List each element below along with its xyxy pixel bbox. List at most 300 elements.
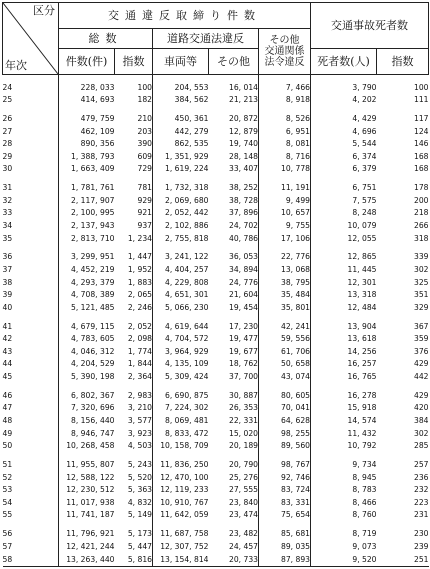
related-cell: 75, 654 <box>259 509 311 522</box>
death-count-cell: 8, 248 <box>352 208 377 218</box>
table-row <box>3 138 429 151</box>
death-index-cell: 218 <box>414 208 429 218</box>
death-index-cell: 318 <box>414 233 429 243</box>
table-row <box>3 125 429 138</box>
index-cell: 5, 520 <box>115 471 153 484</box>
death-count-cell: 8, 783 <box>352 485 377 495</box>
count-cell: 890, 356 <box>80 139 115 149</box>
vehicle-cell: 7, 224, 302 <box>165 403 209 413</box>
death-index-cell: 302 <box>414 265 429 275</box>
vehicle-cell: 384, 562 <box>174 95 209 105</box>
index-cell: 2, 098 <box>115 333 153 346</box>
table-row <box>3 207 429 220</box>
death-index-cell: 329 <box>414 302 429 312</box>
related-cell: 98, 767 <box>259 459 311 472</box>
index-cell: 1, 883 <box>115 276 153 289</box>
index-cell: 5, 173 <box>115 528 153 541</box>
table-row <box>3 163 429 176</box>
table-row <box>3 264 429 277</box>
index-cell: 182 <box>115 94 153 107</box>
other-cell: 34, 894 <box>209 264 259 277</box>
other-cell: 19, 740 <box>209 138 259 151</box>
year-cell: 24 <box>3 81 59 94</box>
count-cell: 8, 946, 747 <box>71 428 115 438</box>
death-count-cell: 4, 696 <box>352 126 377 136</box>
index-cell: 210 <box>115 113 153 126</box>
year-cell: 51 <box>3 459 59 472</box>
related-cell: 98, 255 <box>259 427 311 440</box>
death-index-cell: 429 <box>414 390 429 400</box>
death-count-cell: 9, 734 <box>352 459 377 469</box>
vehicle-cell: 10, 910, 767 <box>160 497 209 507</box>
count-cell: 11, 741, 187 <box>66 510 115 520</box>
other-cell: 36, 053 <box>209 251 259 264</box>
vehicle-cell: 5, 309, 424 <box>165 371 209 381</box>
vehicle-cell: 13, 154, 814 <box>153 553 209 566</box>
death-count-cell: 7, 575 <box>352 195 377 205</box>
index-cell: 2, 983 <box>115 390 153 403</box>
death-index-cell: 223 <box>414 497 429 507</box>
vehicle-cell: 3, 964, 929 <box>165 346 209 356</box>
year-cell: 40 <box>3 302 59 315</box>
header-violations: 交通違反取締り件数 <box>59 3 311 29</box>
header-vehicles: 車両等 <box>153 49 209 75</box>
index-cell: 5, 243 <box>115 459 153 472</box>
table-row <box>3 553 429 566</box>
death-index-cell: 429 <box>414 359 429 369</box>
related-cell: 35, 801 <box>259 302 311 315</box>
other-cell: 20, 733 <box>209 553 259 566</box>
index-cell: 2, 052 <box>115 320 153 333</box>
related-cell: 7, 466 <box>259 81 311 94</box>
death-index-cell: 257 <box>414 459 429 469</box>
corner-category-label: 区分 <box>33 4 55 17</box>
year-cell: 33 <box>3 207 59 220</box>
table-row <box>3 276 429 289</box>
related-cell: 9, 755 <box>259 220 311 233</box>
table-row <box>3 151 429 164</box>
index-cell: 609 <box>115 151 153 164</box>
count-cell: 4, 679, 115 <box>71 321 115 331</box>
related-cell: 13, 068 <box>259 264 311 277</box>
year-cell: 58 <box>3 553 59 566</box>
death-count-cell: 8, 760 <box>352 510 377 520</box>
table-row <box>3 289 429 302</box>
vehicle-cell: 8, 069, 481 <box>165 415 209 425</box>
count-cell: 2, 100, 995 <box>71 208 115 218</box>
year-cell: 54 <box>3 496 59 509</box>
death-index-cell: 367 <box>414 321 429 331</box>
related-cell: 43, 074 <box>259 371 311 384</box>
index-cell: 5, 363 <box>115 484 153 497</box>
other-cell: 28, 148 <box>209 151 259 164</box>
count-cell: 4, 708, 389 <box>71 290 115 300</box>
count-cell: 4, 204, 529 <box>71 359 115 369</box>
year-cell: 28 <box>3 138 59 151</box>
vehicle-cell: 442, 279 <box>174 126 209 136</box>
death-index-cell: 239 <box>414 541 429 551</box>
vehicle-cell: 1, 732, 318 <box>165 183 209 193</box>
header-death-count: 死者数(人) <box>311 49 377 75</box>
related-cell: 87, 893 <box>259 553 311 566</box>
death-count-cell: 12, 055 <box>347 233 377 243</box>
death-count-cell: 4, 429 <box>352 114 377 124</box>
other-cell: 12, 879 <box>209 125 259 138</box>
count-cell: 228, 033 <box>80 82 115 92</box>
other-cell: 24, 457 <box>209 540 259 553</box>
related-cell: 89, 035 <box>259 540 311 553</box>
death-count-cell: 12, 301 <box>347 277 377 287</box>
death-index-cell: 117 <box>414 114 429 124</box>
index-cell: 3, 577 <box>115 415 153 428</box>
related-cell: 70, 041 <box>259 402 311 415</box>
related-cell: 9, 499 <box>259 195 311 208</box>
index-cell: 390 <box>115 138 153 151</box>
header-death-index: 指数 <box>377 49 429 75</box>
vehicle-cell: 2, 102, 886 <box>165 221 209 231</box>
year-cell: 53 <box>3 484 59 497</box>
corner-year-label: 年次 <box>5 59 27 72</box>
vehicle-cell: 450, 361 <box>174 114 209 124</box>
index-cell: 937 <box>115 220 153 233</box>
death-index-cell: 111 <box>414 95 429 105</box>
year-cell: 45 <box>3 371 59 384</box>
year-cell: 29 <box>3 151 59 164</box>
related-cell: 11, 191 <box>259 182 311 195</box>
count-cell: 4, 783, 605 <box>71 334 115 344</box>
other-cell: 26, 353 <box>209 402 259 415</box>
year-cell: 35 <box>3 232 59 245</box>
count-cell: 2, 137, 943 <box>71 221 115 231</box>
vehicle-cell: 8, 833, 472 <box>165 428 209 438</box>
table-row <box>3 302 429 315</box>
table-row <box>3 528 429 541</box>
related-cell: 10, 778 <box>259 163 311 176</box>
index-cell: 929 <box>115 195 153 208</box>
death-count-cell: 5, 544 <box>352 139 377 149</box>
death-count-cell: 6, 374 <box>352 151 377 161</box>
death-count-cell: 14, 256 <box>347 346 377 356</box>
death-index-cell: 100 <box>414 82 429 92</box>
vehicle-cell: 10, 158, 709 <box>160 441 209 451</box>
related-cell: 83, 724 <box>259 484 311 497</box>
year-cell: 37 <box>3 264 59 277</box>
index-cell: 2, 364 <box>115 371 153 384</box>
vehicle-cell: 4, 704, 572 <box>165 334 209 344</box>
count-cell: 11, 796, 921 <box>66 529 115 539</box>
other-cell: 15, 020 <box>209 427 259 440</box>
table-row <box>3 496 429 509</box>
death-index-cell: 168 <box>414 151 429 161</box>
index-cell: 781 <box>115 182 153 195</box>
vehicle-cell: 5, 066, 230 <box>165 302 209 312</box>
table-row <box>3 371 429 384</box>
death-index-cell: 384 <box>414 415 429 425</box>
death-count-cell: 8, 945 <box>352 472 377 482</box>
death-index-cell: 178 <box>414 183 429 193</box>
table-row <box>3 402 429 415</box>
related-cell: 6, 951 <box>259 125 311 138</box>
death-count-cell: 6, 379 <box>352 164 377 174</box>
index-cell: 729 <box>115 163 153 176</box>
death-count-cell: 4, 202 <box>352 95 377 105</box>
related-cell: 89, 560 <box>259 440 311 453</box>
year-cell: 34 <box>3 220 59 233</box>
vehicle-cell: 11, 836, 250 <box>160 459 209 469</box>
vehicle-cell: 4, 619, 644 <box>165 321 209 331</box>
related-cell: 59, 556 <box>259 333 311 346</box>
related-cell: 35, 484 <box>259 289 311 302</box>
header-index: 指数 <box>115 49 153 75</box>
year-cell: 55 <box>3 509 59 522</box>
related-cell: 80, 605 <box>259 390 311 403</box>
index-cell: 3, 210 <box>115 402 153 415</box>
other-cell: 27, 555 <box>209 484 259 497</box>
vehicle-cell: 12, 307, 752 <box>160 541 209 551</box>
death-count-cell: 9, 520 <box>311 553 377 566</box>
death-index-cell: 351 <box>414 290 429 300</box>
death-count-cell: 3, 790 <box>352 82 377 92</box>
table-body <box>3 75 429 567</box>
header-other-related-line1: その他 <box>269 35 300 46</box>
count-cell: 11, 017, 938 <box>66 497 115 507</box>
header-other: その他 <box>209 49 259 75</box>
table-row <box>3 320 429 333</box>
count-cell: 1, 388, 793 <box>71 151 115 161</box>
table-row <box>3 484 429 497</box>
header-count: 件数(件) <box>59 49 115 75</box>
count-cell: 10, 268, 458 <box>66 441 115 451</box>
count-cell: 12, 588, 122 <box>66 472 115 482</box>
other-cell: 38, 252 <box>209 182 259 195</box>
header-other-related <box>259 29 311 75</box>
table-row <box>3 471 429 484</box>
death-count-cell: 12, 865 <box>347 252 377 262</box>
year-cell: 56 <box>3 528 59 541</box>
death-index-cell: 359 <box>414 334 429 344</box>
year-cell: 48 <box>3 415 59 428</box>
table-row <box>3 415 429 428</box>
year-cell: 30 <box>3 163 59 176</box>
other-cell: 17, 230 <box>209 320 259 333</box>
related-cell: 64, 628 <box>259 415 311 428</box>
count-cell: 2, 813, 710 <box>71 233 115 243</box>
vehicle-cell: 4, 404, 257 <box>165 265 209 275</box>
count-cell: 8, 156, 440 <box>71 415 115 425</box>
other-cell: 18, 762 <box>209 358 259 371</box>
related-cell: 10, 657 <box>259 207 311 220</box>
table-row <box>3 220 429 233</box>
count-cell: 12, 230, 512 <box>66 485 115 495</box>
year-cell: 41 <box>3 320 59 333</box>
table-row <box>3 182 429 195</box>
other-cell: 37, 896 <box>209 207 259 220</box>
count-cell: 3, 299, 951 <box>71 252 115 262</box>
year-cell: 32 <box>3 195 59 208</box>
related-cell: 85, 681 <box>259 528 311 541</box>
header-other-related-line3: 法令違反 <box>264 57 305 68</box>
other-cell: 25, 276 <box>209 471 259 484</box>
index-cell: 1, 234 <box>115 232 153 245</box>
table-row <box>3 459 429 472</box>
count-cell: 462, 109 <box>80 126 115 136</box>
related-cell: 8, 081 <box>259 138 311 151</box>
count-cell: 4, 293, 379 <box>71 277 115 287</box>
other-cell: 19, 677 <box>209 346 259 359</box>
index-cell: 100 <box>115 81 153 94</box>
death-index-cell: 236 <box>414 472 429 482</box>
death-index-cell: 302 <box>414 428 429 438</box>
other-cell: 20, 189 <box>209 440 259 453</box>
other-cell: 22, 331 <box>209 415 259 428</box>
count-cell: 7, 320, 696 <box>71 403 115 413</box>
death-count-cell: 10, 792 <box>347 441 377 451</box>
table-row <box>3 427 429 440</box>
related-cell: 38, 795 <box>259 276 311 289</box>
vehicle-cell: 6, 690, 875 <box>165 390 209 400</box>
count-cell: 2, 117, 907 <box>71 195 115 205</box>
table-row <box>3 540 429 553</box>
table-row <box>3 440 429 453</box>
death-index-cell: 285 <box>414 441 429 451</box>
death-count-cell: 8, 719 <box>352 529 377 539</box>
table-row <box>3 81 429 94</box>
table-row <box>3 509 429 522</box>
count-cell: 12, 421, 244 <box>66 541 115 551</box>
death-index-cell: 339 <box>414 252 429 262</box>
related-cell: 83, 331 <box>259 496 311 509</box>
vehicle-cell: 4, 229, 808 <box>165 277 209 287</box>
year-cell: 31 <box>3 182 59 195</box>
death-count-cell: 9, 073 <box>352 541 377 551</box>
death-index-cell: 420 <box>414 403 429 413</box>
death-count-cell: 12, 484 <box>347 302 377 312</box>
header-deaths: 交通事故死者数 <box>311 3 429 49</box>
index-cell: 3, 923 <box>115 427 153 440</box>
related-cell: 17, 106 <box>259 232 311 245</box>
count-cell: 13, 263, 440 <box>59 553 115 566</box>
count-cell: 1, 663, 409 <box>71 164 115 174</box>
count-cell: 414, 693 <box>80 95 115 105</box>
header-total: 総数 <box>59 29 153 49</box>
year-cell: 27 <box>3 125 59 138</box>
death-count-cell: 11, 445 <box>347 265 377 275</box>
vehicle-cell: 4, 651, 301 <box>165 290 209 300</box>
year-cell: 50 <box>3 440 59 453</box>
index-cell: 5, 149 <box>115 509 153 522</box>
index-cell: 1, 447 <box>115 251 153 264</box>
index-cell: 5, 816 <box>115 553 153 566</box>
death-index-cell: 230 <box>414 529 429 539</box>
death-index-cell: 232 <box>414 485 429 495</box>
vehicle-cell: 12, 470, 100 <box>160 472 209 482</box>
table-row <box>3 346 429 359</box>
death-count-cell: 16, 278 <box>347 390 377 400</box>
death-index-cell: 376 <box>414 346 429 356</box>
related-cell: 8, 716 <box>259 151 311 164</box>
other-cell: 20, 872 <box>209 113 259 126</box>
death-count-cell: 13, 618 <box>347 334 377 344</box>
death-count-cell: 11, 432 <box>347 428 377 438</box>
index-cell: 1, 952 <box>115 264 153 277</box>
death-index-cell: 124 <box>414 126 429 136</box>
death-index-cell: 266 <box>414 221 429 231</box>
vehicle-cell: 1, 351, 929 <box>165 151 209 161</box>
vehicle-cell: 11, 642, 059 <box>160 510 209 520</box>
related-cell: 42, 241 <box>259 320 311 333</box>
table-row <box>3 232 429 245</box>
index-cell: 2, 246 <box>115 302 153 315</box>
death-index-cell: 200 <box>414 195 429 205</box>
index-cell: 2, 065 <box>115 289 153 302</box>
year-cell: 26 <box>3 113 59 126</box>
vehicle-cell: 11, 687, 758 <box>160 529 209 539</box>
death-index-cell: 231 <box>414 510 429 520</box>
index-cell: 1, 774 <box>115 346 153 359</box>
vehicle-cell: 1, 619, 224 <box>165 164 209 174</box>
death-count-cell: 14, 574 <box>347 415 377 425</box>
other-cell: 38, 728 <box>209 195 259 208</box>
year-cell: 49 <box>3 427 59 440</box>
other-cell: 21, 213 <box>209 94 259 107</box>
vehicle-cell: 4, 135, 109 <box>165 359 209 369</box>
death-count-cell: 16, 257 <box>347 359 377 369</box>
vehicle-cell: 12, 119, 233 <box>160 485 209 495</box>
count-cell: 1, 781, 761 <box>71 183 115 193</box>
index-cell: 5, 447 <box>115 540 153 553</box>
count-cell: 5, 390, 198 <box>71 371 115 381</box>
death-count-cell: 16, 765 <box>347 371 377 381</box>
other-cell: 23, 482 <box>209 528 259 541</box>
death-count-cell: 13, 318 <box>347 290 377 300</box>
year-cell: 46 <box>3 390 59 403</box>
year-cell: 38 <box>3 276 59 289</box>
table-row <box>3 358 429 371</box>
year-cell: 25 <box>3 94 59 107</box>
death-count-cell: 13, 904 <box>347 321 377 331</box>
other-cell: 24, 776 <box>209 276 259 289</box>
count-cell: 4, 452, 219 <box>71 265 115 275</box>
year-cell: 44 <box>3 358 59 371</box>
death-index-cell: 325 <box>414 277 429 287</box>
table-row <box>3 251 429 264</box>
year-cell: 42 <box>3 333 59 346</box>
vehicle-cell: 3, 241, 122 <box>165 252 209 262</box>
count-cell: 479, 759 <box>80 114 115 124</box>
other-cell: 40, 786 <box>209 232 259 245</box>
corner-header <box>3 3 59 75</box>
other-cell: 23, 474 <box>209 509 259 522</box>
header-road-traffic-law: 道路交通法違反 <box>153 29 259 49</box>
vehicle-cell: 2, 052, 442 <box>165 208 209 218</box>
count-cell: 4, 046, 312 <box>71 346 115 356</box>
count-cell: 11, 955, 807 <box>66 459 115 469</box>
index-cell: 4, 503 <box>115 440 153 453</box>
table-row <box>3 195 429 208</box>
related-cell: 92, 746 <box>259 471 311 484</box>
index-cell: 1, 844 <box>115 358 153 371</box>
death-count-cell: 15, 918 <box>347 403 377 413</box>
death-index-cell: 251 <box>377 553 429 566</box>
death-count-cell: 10, 079 <box>347 221 377 231</box>
vehicle-cell: 2, 069, 680 <box>165 195 209 205</box>
year-cell: 36 <box>3 251 59 264</box>
index-cell: 921 <box>115 207 153 220</box>
vehicle-cell: 862, 535 <box>174 139 209 149</box>
related-cell: 50, 658 <box>259 358 311 371</box>
other-cell: 21, 604 <box>209 289 259 302</box>
count-cell: 5, 121, 485 <box>71 302 115 312</box>
